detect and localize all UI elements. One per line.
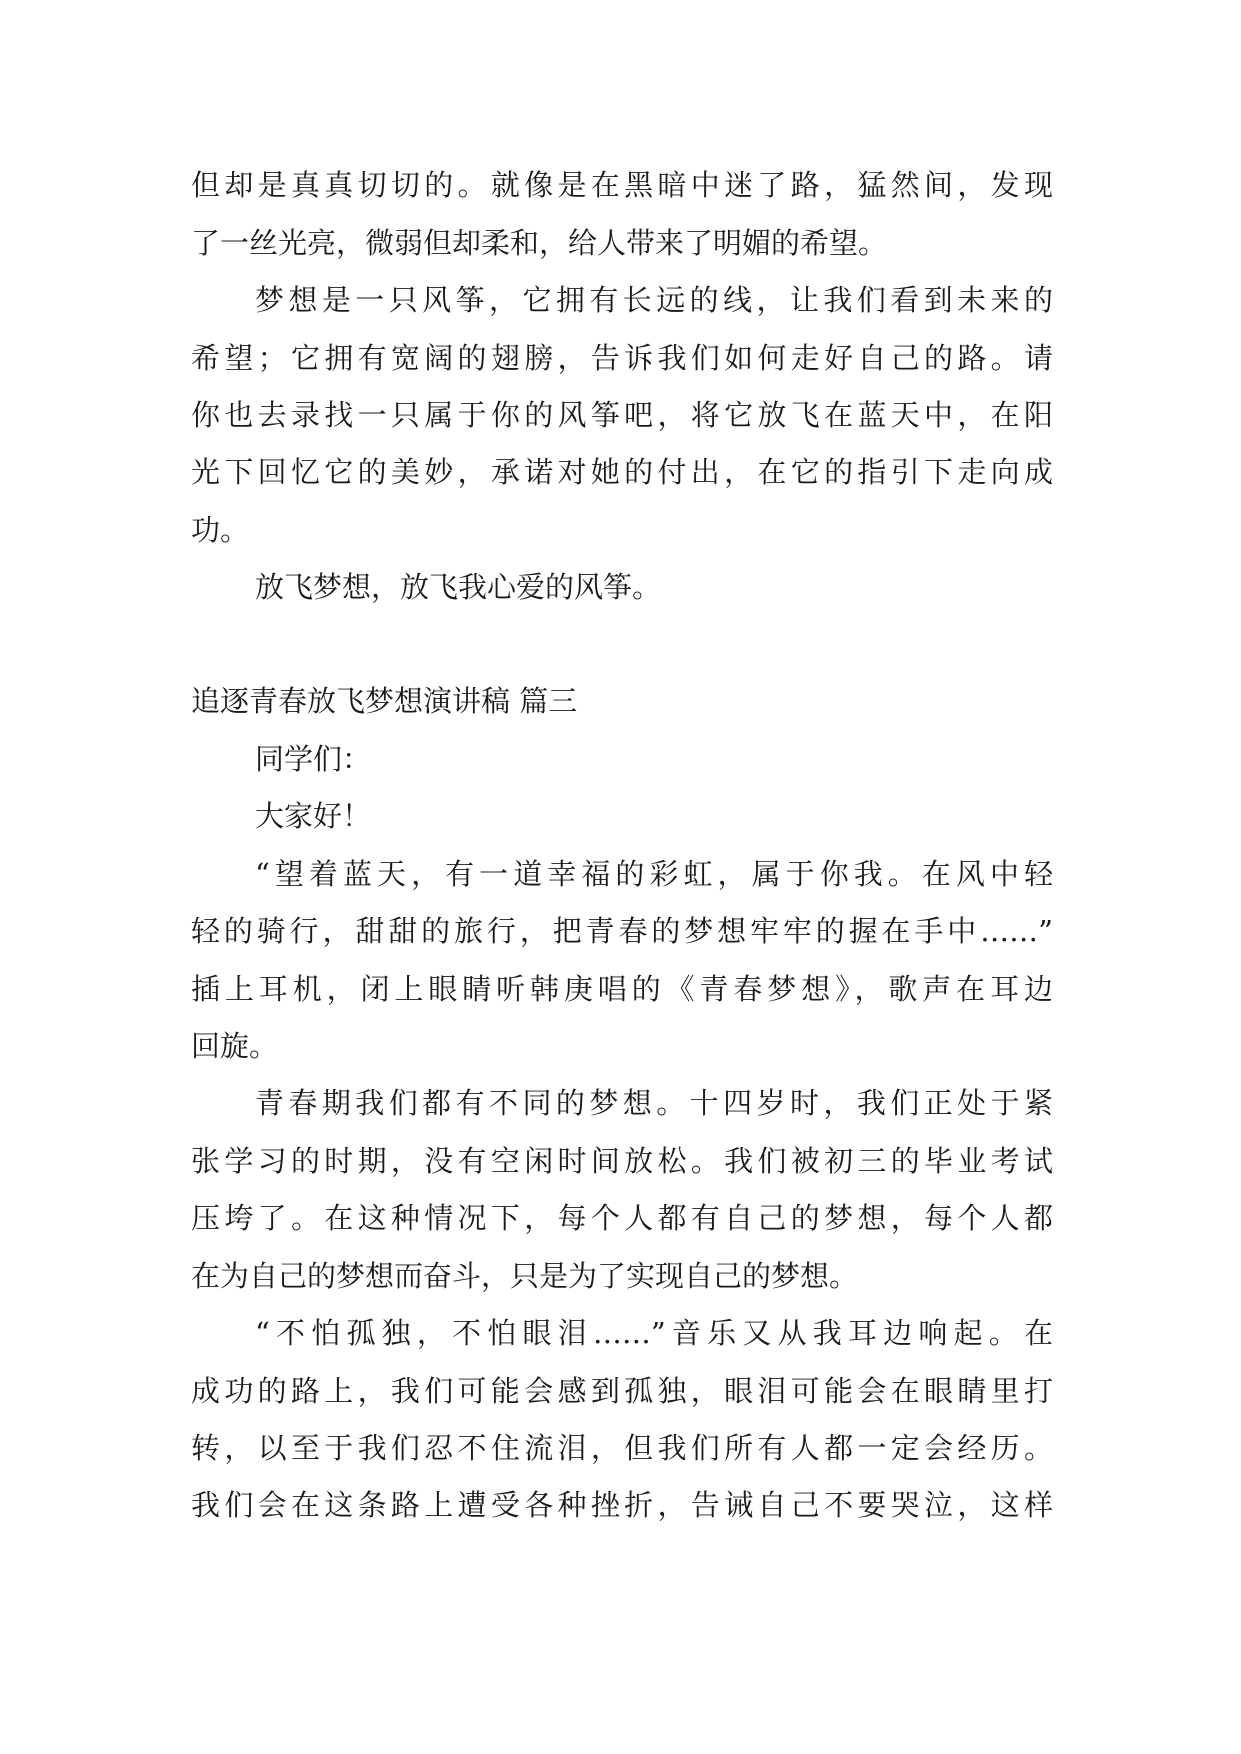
text-line: 在为自己的梦想而奋斗，只是为了实现自己的梦想。 [191,1259,859,1293]
text-line: 成功的路上，我们可能会感到孤独，眼泪可能会在眼睛里打 [191,1374,1053,1408]
text-line: 回旋。 [191,1029,279,1063]
text-line: 了一丝光亮，微弱但却柔和，给人带来了明媚的希望。 [191,226,888,260]
salutation: 同学们： [255,742,372,776]
paragraph-first-line: 放飞梦想，放飞我心爱的风筝。 [255,570,662,604]
paragraph-first-line: “不怕孤独，不怕眼泪……”音乐又从我耳边响起。在 [255,1316,1053,1350]
text-line: 功。 [191,513,250,547]
paragraph-first-line: “望着蓝天，有一道幸福的彩虹，属于你我。在风中轻 [255,857,1053,891]
text-line: 但却是真真切切的。就像是在黑暗中迷了路，猛然间，发现 [191,168,1053,202]
text-line: 插上耳机，闭上眼睛听韩庚唱的《青春梦想》，歌声在耳边 [191,972,1053,1006]
text-line: 希望；它拥有宽阔的翅膀，告诉我们如何走好自己的路。请 [191,341,1053,375]
text-line: 你也去录找一只属于你的风筝吧，将它放飞在蓝天中，在阳 [191,398,1053,432]
text-line: 光下回忆它的美妙，承诺对她的付出，在它的指引下走向成 [191,455,1053,489]
section-heading: 追逐青春放飞梦想演讲稿 篇三 [191,684,578,718]
paragraph-first-line: 梦想是一只风筝，它拥有长远的线，让我们看到未来的 [255,283,1053,317]
text-line: 转，以至于我们忍不住流泪，但我们所有人都一定会经历。 [191,1431,1053,1465]
text-line: 张学习的时期，没有空闲时间放松。我们被初三的毕业考试 [191,1144,1053,1178]
text-line: 轻的骑行，甜甜的旅行，把青春的梦想牢牢的握在手中……” [191,914,1053,948]
paragraph-first-line: 青春期我们都有不同的梦想。十四岁时，我们正处于紧 [255,1086,1053,1120]
text-line: 我们会在这条路上遭受各种挫折，告诫自己不要哭泣，这样 [191,1488,1053,1522]
text-line: 压垮了。在这种情况下，每个人都有自己的梦想，每个人都 [191,1201,1053,1235]
greeting: 大家好！ [255,799,372,833]
